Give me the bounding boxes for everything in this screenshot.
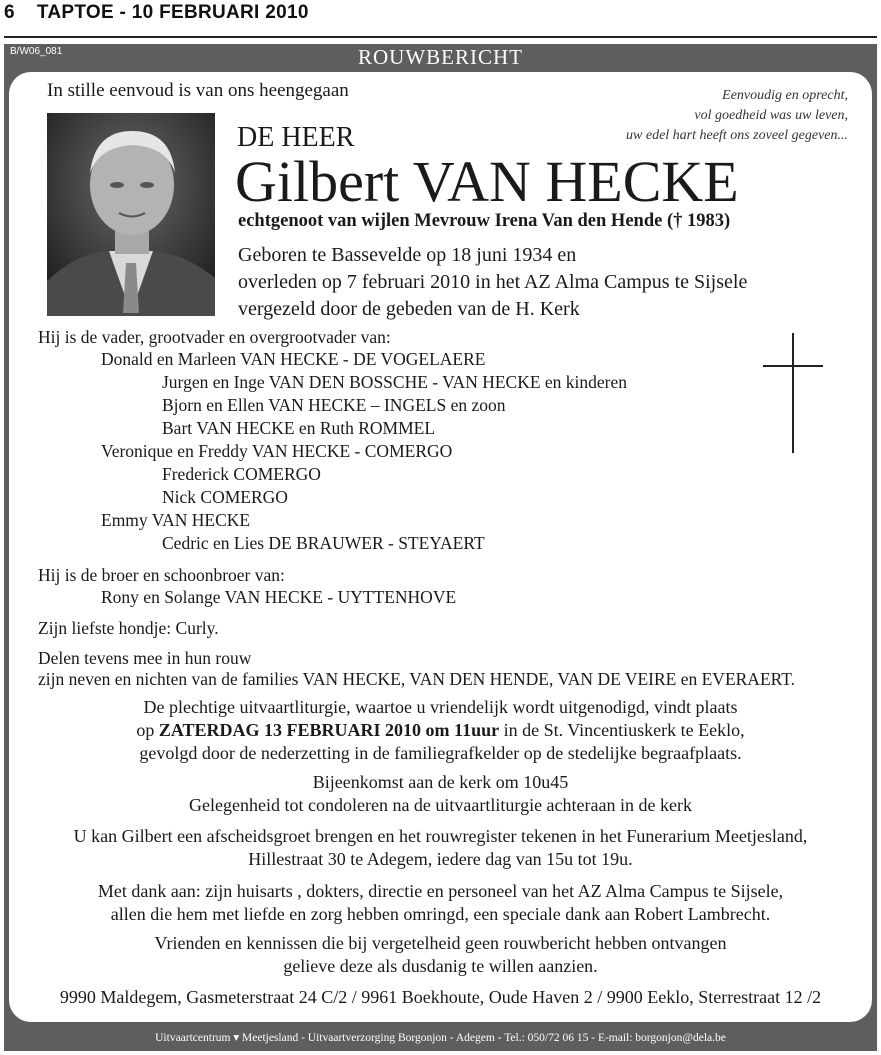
funeral-line: De plechtige uitvaartliturgie, waartoe u vriendelijk wordt uitgenodigd, vindt plaats (143, 697, 738, 717)
footer-contact: Uitvaartcentrum ▾ Meetjesland - Uitvaartverzorging Borgonjon - Adegem - Tel.: 050/72 06 15 - E-mail: borgonjon@dela.be (155, 1032, 726, 1044)
poem-line: vol goedheid was uw leven, (694, 108, 848, 123)
family-member: Emmy VAN HECKE (101, 510, 251, 530)
gathering-line: Gelegenheid tot condoleren na de uitvaartliturgie achteraan in de kerk (189, 795, 692, 815)
family-member: Bjorn en Ellen VAN HECKE – INGELS en zoon (162, 395, 506, 415)
header-rule (4, 36, 877, 38)
bio-line: vergezeld door de gebeden van de H. Kerk (238, 298, 580, 320)
poem-line: uw edel hart heeft ons zoveel gegeven... (626, 128, 848, 143)
funeral-text: in de St. Vincentiuskerk te Eeklo, (499, 720, 745, 740)
family-member: Veronique en Freddy VAN HECKE - COMERGO (101, 441, 453, 461)
salutation: DE HEER (237, 122, 355, 153)
family-member: Donald en Marleen VAN HECKE - DE VOGELAERE (101, 349, 486, 369)
family-member: Cedric en Lies DE BRAUWER - STEYAERT (162, 533, 485, 553)
notice-code: B/W06_081 (10, 46, 63, 57)
poem (626, 86, 848, 146)
share-line: zijn neven en nichten van de families VAN HECKE, VAN DEN HENDE, VAN DE VEIRE en EVERAERT. (38, 669, 796, 689)
portrait-photo (47, 113, 215, 316)
friends-line: Vrienden en kennissen die bij vergetelheid geen rouwbericht hebben ontvangen (154, 933, 727, 953)
cross-icon (763, 333, 823, 453)
farewell-line: U kan Gilbert een afscheidsgroet brengen en het rouwregister tekenen in het Funerarium Meetjesland, (73, 826, 808, 846)
deceased-name: Gilbert VAN HECKE (235, 149, 739, 214)
funeral-text: op (136, 720, 159, 740)
farewell-line: Hillestraat 30 te Adegem, iedere dag van 15u tot 19u. (248, 849, 633, 869)
dog-line: Zijn liefste hondje: Curly. (38, 618, 219, 638)
bio-line: overleden op 7 februari 2010 in het AZ Alma Campus te Sijsele (238, 271, 748, 293)
publication-title: TAPTOE - 10 FEBRUARI 2010 (36, 2, 309, 23)
gathering-line: Bijeenkomst aan de kerk om 10u45 (312, 772, 569, 792)
funeral-date-line (9, 720, 872, 741)
share-line: Delen tevens mee in hun rouw (38, 648, 252, 668)
thanks-line: Met dank aan: zijn huisarts , dokters, directie en personeel van het AZ Alma Campus te Sijsele, (97, 881, 784, 901)
father-of-heading: Hij is de vader, grootvader en overgrootvader van: (38, 327, 391, 347)
spouse-line: echtgenoot van wijlen Mevrouw Irena Van den Hende († 1983) (238, 211, 731, 231)
intro-text: In stille eenvoud is van ons heengegaan (47, 80, 349, 101)
family-member: Frederick COMERGO (162, 464, 321, 484)
sibling-line: Rony en Solange VAN HECKE - UYTTENHOVE (101, 587, 457, 607)
funeral-date: ZATERDAG 13 FEBRUARI 2010 om 11uur (158, 720, 500, 740)
family-member: Bart VAN HECKE en Ruth ROMMEL (162, 418, 436, 438)
family-member: Nick COMERGO (162, 487, 288, 507)
friends-line: gelieve deze als dusdanig te willen aanzien. (283, 956, 598, 976)
poem-line: Eenvoudig en oprecht, (722, 88, 848, 103)
thanks-line: allen die hem met liefde en zorg hebben omringd, een speciale dank aan Robert Lambrecht. (110, 904, 771, 924)
family-member: Jurgen en Inge VAN DEN BOSSCHE - VAN HECKE en kinderen (162, 372, 628, 392)
addresses-line: 9990 Maldegem, Gasmeterstraat 24 C/2 / 9961 Boekhoute, Oude Haven 2 / 9900 Eeklo, Sterrestraat 12 /2 (59, 987, 822, 1007)
page-header (4, 2, 309, 24)
funeral-line: gevolgd door de nederzetting in de familiegrafkelder op de stedelijke begraafplaats. (139, 743, 742, 763)
notice-title: ROUWBERICHT (358, 45, 523, 69)
bio-line: Geboren te Bassevelde op 18 juni 1934 en (238, 244, 577, 266)
page-number: 6 (4, 2, 15, 23)
brother-of-heading: Hij is de broer en schoonbroer van: (38, 565, 285, 585)
